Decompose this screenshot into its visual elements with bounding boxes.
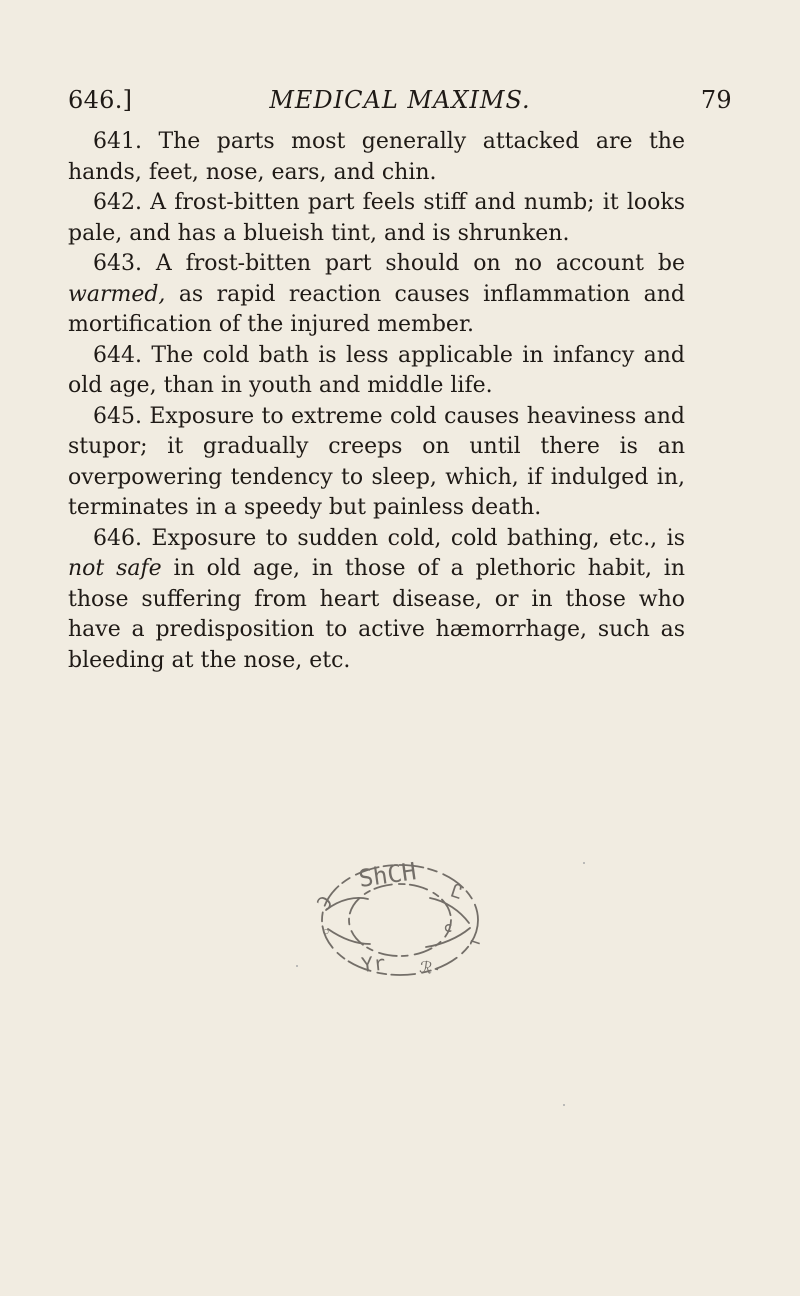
library-stamp-icon: [298, 856, 504, 986]
maxim-text: Exposure to sudden cold, cold bathing, etc., is: [141, 525, 685, 551]
maxim-643: [68, 249, 685, 341]
maxim-number: 645.: [93, 403, 142, 429]
maxim-number: 644.: [93, 342, 142, 368]
maxims-body: [68, 127, 685, 676]
maxim-text: A frost-bitten part should on no account be: [141, 251, 685, 276]
maxim-641: [68, 127, 685, 188]
paper-speck: [583, 862, 585, 864]
maxim-text: The cold bath is less applicable in infancy and old age, than in youth and middle life.: [68, 342, 685, 398]
maxim-emphasis: warmed,: [68, 281, 166, 307]
svg-text:ℛ·: ℛ·: [418, 957, 444, 980]
maxim-text: The parts most generally attacked are the hands, feet, nose, ears, and chin.: [68, 129, 685, 185]
maxim-645: [68, 402, 685, 524]
running-title: MEDICAL MAXIMS.: [269, 86, 531, 114]
svg-text:Ͻ: Ͻ: [313, 891, 338, 914]
maxim-646: [68, 524, 685, 677]
svg-text:ⅽ: ⅽ: [444, 918, 453, 936]
maxim-text-continued: as rapid reaction causes inflammation and mortification of the injured member.: [68, 281, 685, 337]
maxim-text: Exposure to extreme cold causes heaviness and stupor; it gradually creeps on until there is an overpowering tendency to sleep, which, if indulged in, terminates in a speedy but painless death.: [68, 403, 685, 520]
maxim-text: A frost-bitten part feels stiff and numb; it looks pale, and has a blueish tint, and is shrunken.: [68, 190, 685, 246]
page-header: [68, 82, 732, 118]
maxim-644: [68, 341, 685, 402]
paper-speck: [563, 1104, 565, 1106]
svg-text:Yr: Yr: [360, 950, 387, 977]
maxim-number: 646.: [93, 525, 142, 551]
maxim-number: 643.: [93, 251, 142, 276]
maxim-number: 641.: [93, 129, 142, 154]
svg-text:⌐: ⌐: [466, 931, 484, 956]
svg-text:◦: ◦: [321, 923, 332, 943]
section-folio: 646.]: [68, 86, 133, 114]
svg-text:Ꮭ: Ꮭ: [448, 879, 466, 905]
paper-speck: [296, 965, 298, 967]
svg-text:ShCH: ShCH: [356, 857, 419, 893]
page-number: 79: [700, 86, 732, 114]
maxim-number: 642.: [93, 190, 142, 215]
maxim-642: [68, 188, 685, 249]
maxim-emphasis: not safe: [68, 556, 162, 581]
maxim-text-continued: in old age, in those of a plethoric habit, in those suffering from heart disease, or in those who have a predisposition to active hæmorrhage, such as bleeding at the nose, etc.: [68, 556, 685, 673]
